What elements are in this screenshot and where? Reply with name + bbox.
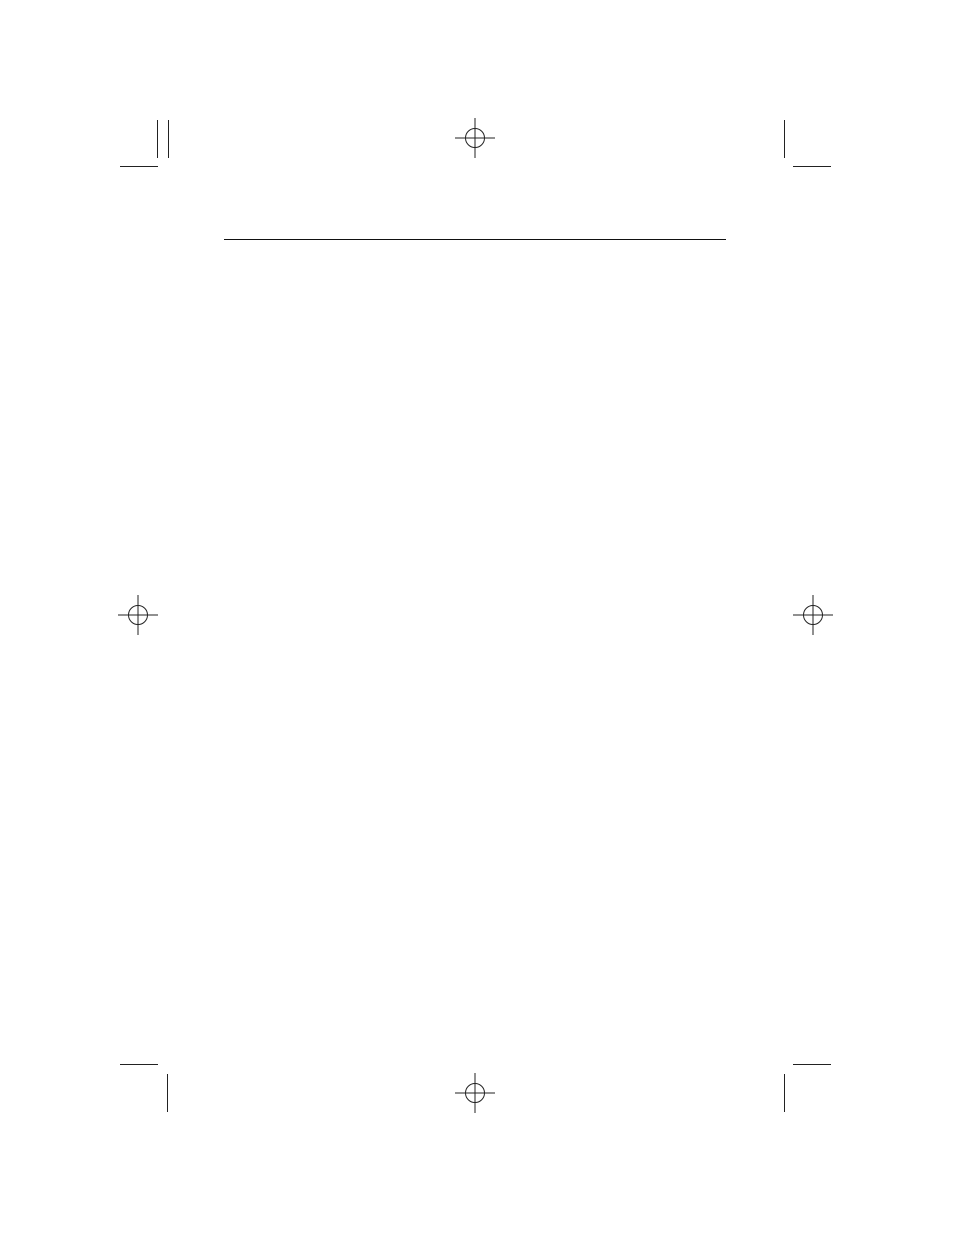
crop-mark-bottom-right-vertical <box>784 1074 785 1112</box>
crop-mark-top-right-horizontal <box>793 166 831 167</box>
crop-mark-bottom-left-vertical <box>167 1074 168 1112</box>
warranty-item-a <box>227 287 471 303</box>
crop-mark-bottom-right-horizontal <box>793 1064 831 1065</box>
registration-mark-right <box>793 595 833 635</box>
crop-mark-bottom-left-horizontal <box>120 1064 158 1065</box>
crop-mark-top-left-vertical-inner <box>168 120 169 158</box>
registration-mark-top <box>455 118 495 158</box>
item-a-text <box>246 287 471 303</box>
item-a-label <box>227 287 246 303</box>
title-rule <box>224 239 726 240</box>
crop-mark-top-right-vertical <box>784 120 785 158</box>
right-column <box>486 265 730 300</box>
crop-mark-top-left-vertical <box>157 120 158 158</box>
crop-mark-top-left-horizontal <box>120 166 158 167</box>
left-column <box>227 265 471 303</box>
registration-mark-left <box>118 595 158 635</box>
registration-mark-bottom <box>455 1073 495 1113</box>
